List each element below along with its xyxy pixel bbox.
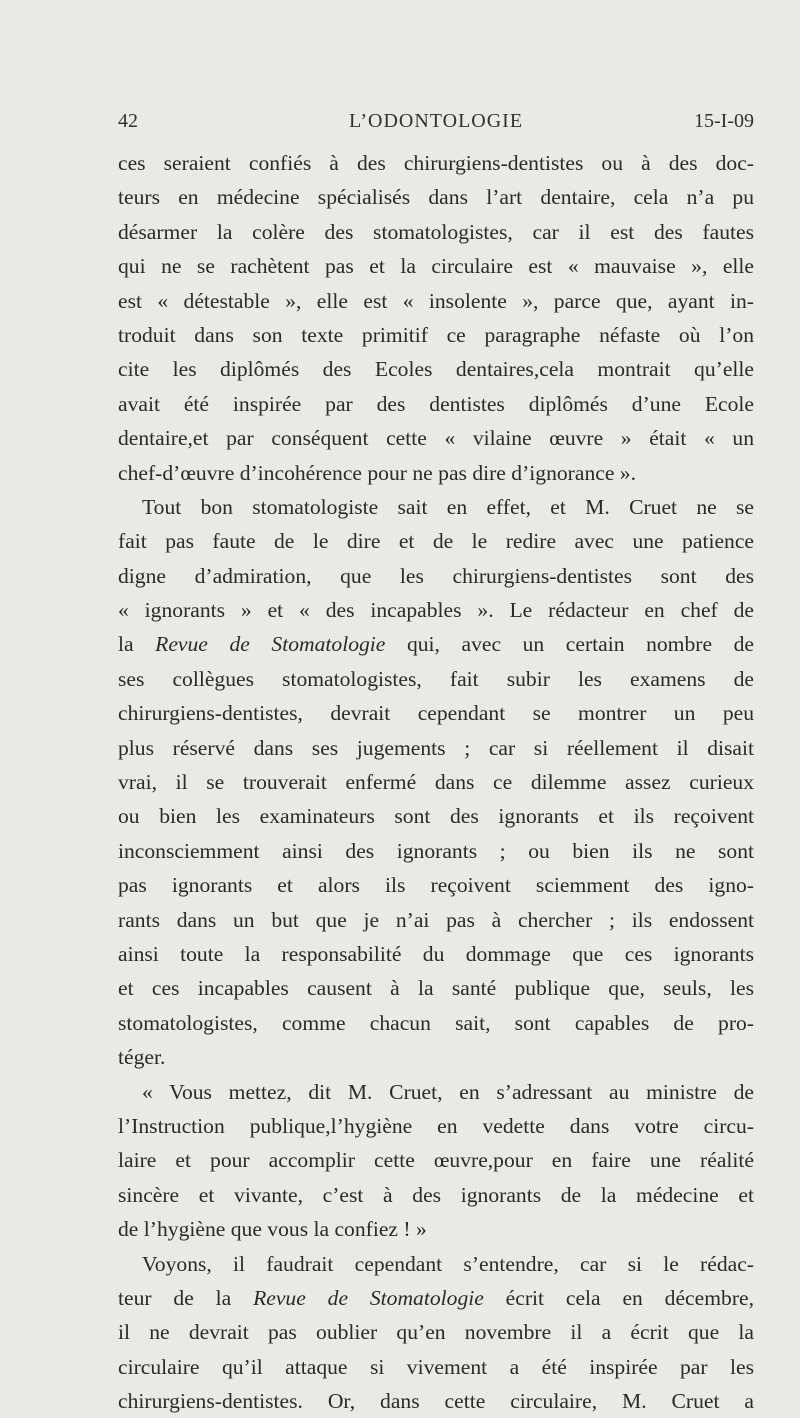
issue-date: 15-I-09: [694, 110, 754, 132]
text-line: ainsi toute la responsabilité du dommage que ces ignorants: [118, 941, 754, 966]
text-line: sincère et vivante, c’est à des ignorants de la médecine et: [118, 1182, 754, 1207]
text-line: plus réservé dans ses jugements ; car si réellement il disait: [118, 735, 754, 760]
text-line: « ignorants » et « des incapables ». Le rédacteur en chef de: [118, 598, 754, 623]
text-line: avait été inspirée par des dentistes diplômés d’une Ecole: [118, 391, 754, 416]
text-segment: qui, avec un certain nombre de: [385, 632, 754, 657]
text-line: il ne devrait pas oublier qu’en novembre il a écrit que la: [118, 1320, 754, 1345]
text-line: teurs en médecine spécialisés dans l’art dentaire, cela n’a pu: [118, 185, 754, 210]
text-line: de l’hygiène que vous la confiez ! »: [118, 1217, 427, 1242]
text-line: désarmer la colère des stomatologistes, car il est des fautes: [118, 219, 754, 244]
text-line: stomatologistes, comme chacun sait, sont capables de pro-: [118, 1010, 754, 1035]
text-line: vrai, il se trouverait enfermé dans ce dilemme assez curieux: [118, 770, 754, 795]
text-line: est « détestable », elle est « insolente », parce que, ayant in-: [118, 288, 754, 313]
journal-name-italic: Revue de Stomatologie: [155, 632, 386, 657]
text-line: Voyons, il faudrait cependant s’entendre, car si le rédac-: [142, 1251, 754, 1276]
text-line: « Vous mettez, dit M. Cruet, en s’adressant au ministre de: [142, 1079, 754, 1104]
journal-name-italic: Revue de Stomatologie: [253, 1285, 484, 1310]
text-line: chef-d’œuvre d’incohérence pour ne pas dire d’ignorance ».: [118, 460, 637, 485]
text-line: fait pas faute de le dire et de le redire avec une patience: [118, 529, 754, 554]
body-text: [118, 146, 754, 1418]
text-line: troduit dans son texte primitif ce paragraphe néfaste où l’on: [118, 322, 754, 347]
text-line: circulaire qu’il attaque si vivement a été inspirée par les: [118, 1354, 754, 1379]
text-segment: écrit cela en décembre,: [483, 1285, 754, 1310]
text-line: et ces incapables causent à la santé publique que, seuls, les: [118, 976, 754, 1001]
text-line: [118, 1281, 754, 1315]
text-line: cite les diplômés des Ecoles dentaires,cela montrait qu’elle: [118, 357, 754, 382]
text-line: dentaire,et par conséquent cette « vilaine œuvre » était « un: [118, 426, 754, 451]
text-line: [118, 627, 754, 661]
text-line: ou bien les examinateurs sont des ignorants et ils reçoivent: [118, 804, 754, 829]
text-line: chirurgiens-dentistes, devrait cependant se montrer un peu: [118, 701, 754, 726]
text-line: digne d’admiration, que les chirurgiens-dentistes sont des: [118, 563, 754, 588]
text-line: l’Instruction publique,l’hygiène en vedette dans votre circu-: [118, 1113, 754, 1138]
text-line: laire et pour accomplir cette œuvre,pour en faire une réalité: [118, 1148, 754, 1173]
text-line: chirurgiens-dentistes. Or, dans cette circulaire, M. Cruet a: [118, 1389, 754, 1414]
text-line: téger.: [118, 1045, 166, 1070]
text-line: Tout bon stomatologiste sait en effet, et M. Cruet ne se: [142, 494, 754, 519]
page-number: 42: [118, 110, 138, 132]
journal-title: L’ODONTOLOGIE: [348, 110, 524, 132]
running-header: [118, 110, 754, 138]
text-segment: teur de la: [118, 1285, 254, 1310]
text-segment: la: [118, 632, 156, 657]
text-line: ces seraient confiés à des chirurgiens-dentistes ou à des doc-: [118, 151, 754, 175]
text-line: inconsciemment ainsi des ignorants ; ou bien ils ne sont: [118, 838, 754, 863]
text-line: rants dans un but que je n’ai pas à chercher ; ils endossent: [118, 907, 754, 932]
text-line: pas ignorants et alors ils reçoivent sciemment des igno-: [118, 873, 754, 898]
text-line: qui ne se rachètent pas et la circulaire est « mauvaise », elle: [118, 254, 754, 279]
text-line: ses collègues stomatologistes, fait subir les examens de: [118, 666, 754, 691]
